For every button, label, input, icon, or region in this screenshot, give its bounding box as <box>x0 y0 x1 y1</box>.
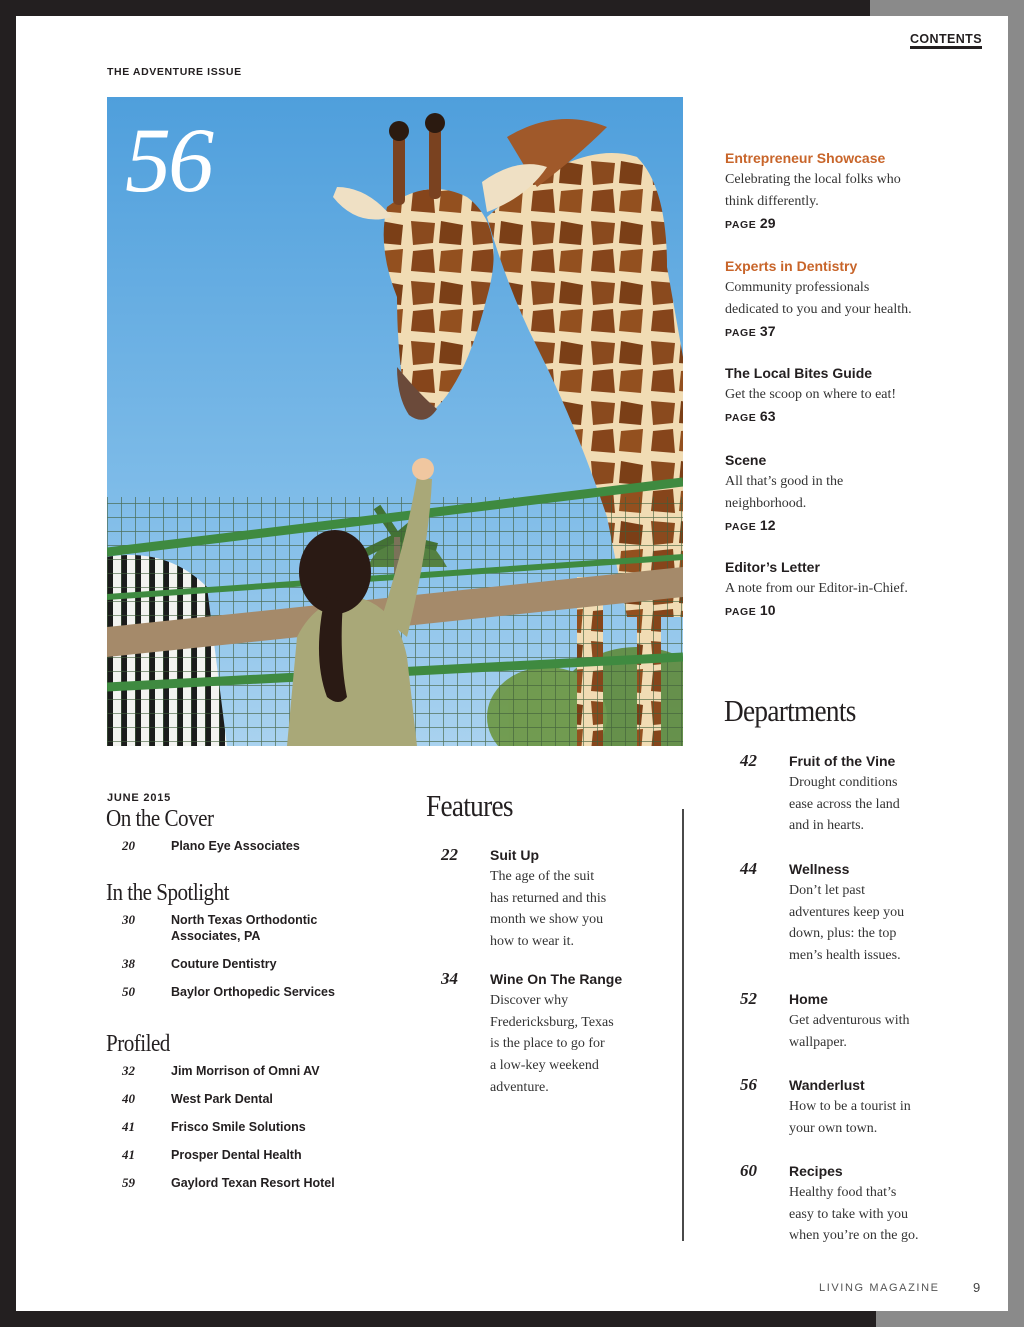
entry-page-number: 32 <box>122 1063 135 1078</box>
side-feature-title: Editor’s Letter <box>725 559 820 575</box>
features-heading: Features <box>426 788 513 823</box>
side-feature-desc: All that’s good in the neighborhood. <box>725 474 844 511</box>
departments-heading: Departments <box>724 693 856 728</box>
contents-underline <box>910 46 982 49</box>
footer-magazine-name: LIVING MAGAZINE <box>819 1282 940 1294</box>
department-page-number: 52 <box>740 989 757 1008</box>
entry-page-number: 38 <box>122 956 135 971</box>
department-page-number: 44 <box>740 859 757 878</box>
side-feature[interactable] <box>725 257 945 339</box>
entry-name[interactable]: Gaylord Texan Resort Hotel <box>171 1176 335 1190</box>
side-feature-title: Entrepreneur Showcase <box>725 150 886 166</box>
feature-page-number: 34 <box>441 969 458 988</box>
entry-name[interactable]: Jim Morrison of Omni AV <box>171 1064 320 1078</box>
spotlight-heading: In the Spotlight <box>106 880 229 906</box>
side-feature-page: PAGE 29 <box>725 215 776 231</box>
department-page-number: 56 <box>740 1075 757 1094</box>
entry-page-number: 41 <box>122 1119 135 1134</box>
feature-page-number: 22 <box>441 845 458 864</box>
entry-name[interactable]: Baylor Orthopedic Services <box>171 985 335 999</box>
profiled-heading: Profiled <box>106 1031 170 1057</box>
department-page-number: 42 <box>740 751 757 770</box>
column-divider <box>682 809 684 1241</box>
side-feature-desc: Community professionals dedicated to you and your health. <box>725 280 912 317</box>
entry-page-number: 30 <box>122 912 135 927</box>
side-feature-desc: A note from our Editor-in-Chief. <box>725 581 908 596</box>
entry-page-number: 20 <box>122 838 135 853</box>
entry-name[interactable]: Frisco Smile Solutions <box>171 1120 306 1134</box>
entry-name[interactable]: Prosper Dental Health <box>171 1148 302 1162</box>
side-feature-page: PAGE 37 <box>725 323 776 339</box>
side-feature[interactable] <box>725 149 945 231</box>
frame-accent-bottom <box>876 1311 1024 1327</box>
on-the-cover-heading: On the Cover <box>106 806 214 832</box>
side-feature-page: PAGE 10 <box>725 602 776 618</box>
department-desc: How to be a tourist in your own town. <box>789 1099 911 1136</box>
contents-label: CONTENTS <box>910 32 982 46</box>
department-desc: Get adventurous with wallpaper. <box>789 1013 910 1050</box>
department-desc: Don’t let past adventures keep you down, plus: the top men’s health issues. <box>789 883 905 964</box>
side-feature-title: Experts in Dentistry <box>725 258 858 274</box>
side-feature-title: The Local Bites Guide <box>725 365 873 381</box>
issue-date: JUNE 2015 <box>107 792 172 804</box>
feature-desc: Discover why Fredericksburg, Texas is the place to go for a low-key weekend adventure. <box>490 993 614 1095</box>
entry-page-number: 50 <box>122 984 135 999</box>
entry-page-number: 40 <box>122 1091 135 1106</box>
entry-name[interactable]: West Park Dental <box>171 1092 273 1106</box>
side-feature[interactable] <box>725 364 945 424</box>
issue-number: 56 <box>125 109 211 211</box>
department-title[interactable]: Recipes <box>789 1163 843 1179</box>
department-title[interactable]: Fruit of the Vine <box>789 753 896 769</box>
feature-desc: The age of the suit has returned and this month we show you how to wear it. <box>490 869 607 950</box>
department-title[interactable]: Wellness <box>789 861 850 877</box>
entry-name[interactable]: Plano Eye Associates <box>171 839 300 853</box>
frame-accent-right <box>1008 0 1024 1327</box>
feature-title[interactable]: Wine On The Range <box>490 971 623 987</box>
issue-label: THE ADVENTURE ISSUE <box>107 66 242 78</box>
department-desc: Drought conditions ease across the land and in hearts. <box>789 775 900 834</box>
side-feature[interactable] <box>725 451 945 533</box>
magazine-page <box>16 16 1008 1311</box>
cover-photo <box>107 97 683 746</box>
side-feature[interactable] <box>725 558 945 618</box>
department-page-number: 60 <box>740 1161 757 1180</box>
entry-page-number: 41 <box>122 1147 135 1162</box>
entry-name[interactable]: Couture Dentistry <box>171 957 277 971</box>
department-title[interactable]: Home <box>789 991 828 1007</box>
side-feature-page: PAGE 63 <box>725 408 776 424</box>
entry-name[interactable]: North Texas Orthodontic Associates, PA <box>171 913 318 943</box>
department-title[interactable]: Wanderlust <box>789 1077 865 1093</box>
footer-page-number: 9 <box>973 1280 981 1295</box>
frame-accent-top <box>870 0 1024 16</box>
department-desc: Healthy food that’s easy to take with you when you’re on the go. <box>789 1185 919 1244</box>
feature-title[interactable]: Suit Up <box>490 847 539 863</box>
entry-page-number: 59 <box>122 1175 135 1190</box>
side-feature-desc: Celebrating the local folks who think differently. <box>725 172 901 209</box>
side-feature-page: PAGE 12 <box>725 517 776 533</box>
side-feature-title: Scene <box>725 452 767 468</box>
side-feature-desc: Get the scoop on where to eat! <box>725 387 897 402</box>
